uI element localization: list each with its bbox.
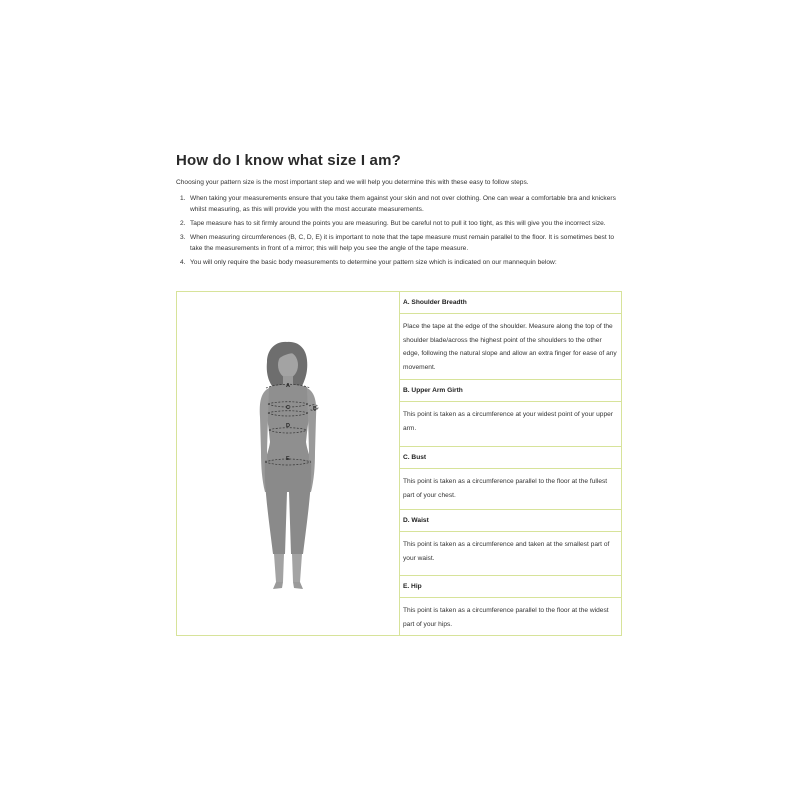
legs-shape [265,460,312,554]
measurement-shoulder-breadth [399,292,621,380]
marker-b: B [313,406,317,412]
step-item [176,193,626,215]
measurement-description: This point is taken as a circumference at your widest point of your upper arm. [403,411,614,432]
marker-c: C [286,405,290,411]
step-number: 4. [180,259,186,266]
measurement-upper-arm-girth [399,380,621,447]
measurement-title: B. Upper Arm Girth [399,380,621,402]
marker-d: D [286,423,290,429]
step-number: 2. [180,220,186,227]
step-text: Tape measure has to sit firmly around the points you are measuring. But be careful not to pull it too tight, as this will give you the incorrect size. [190,220,606,227]
measurement-description: This point is taken as a circumference and taken at the smallest part of your waist. [403,541,610,562]
steps-list [176,193,626,271]
measurement-waist [399,510,621,576]
measurement-title: D. Waist [399,510,621,532]
page-title: How do I know what size I am? [176,152,401,169]
mannequin-figure-cell [177,292,400,635]
feet-shape [273,582,303,589]
step-text: When measuring circumferences (B, C, D, E) it is important to note that the tape measure must remain parallel to the floor. It is sometimes best to take the measurements in front of a mirror; this will help you see the angle of the tape measure. [190,234,615,252]
measurement-title: E. Hip [399,576,621,598]
measurement-hip [399,576,621,635]
measurement-description: This point is taken as a circumference parallel to the floor at the widest part of your hips. [403,607,609,628]
step-number: 3. [180,234,186,241]
step-text: When taking your measurements ensure that you take them against your skin and not over clothing. One can wear a comfortable bra and knickers whilst measuring, as this will provide you with the most accurate measurements. [190,195,616,213]
measurement-description: Place the tape at the edge of the shoulder. Measure along the top of the shoulder blade/across the highest point of the shoulders to the other edge, following the natural slope and allow an extra finger for ease of any movement. [403,323,617,371]
step-item [176,232,626,254]
step-text: You will only require the basic body measurements to determine your pattern size which is indicated on our mannequin below: [190,259,557,266]
step-item [176,257,626,268]
measurement-title: A. Shoulder Breadth [399,292,621,314]
marker-e: E [286,456,290,462]
measurement-title: C. Bust [399,447,621,469]
intro-text: Choosing your pattern size is the most important step and we will help you determine this with these easy to follow steps. [176,179,529,186]
measurement-panel [176,291,622,636]
step-item [176,218,626,229]
step-number: 1. [180,195,186,202]
mannequin-illustration [177,292,399,635]
calves-shape [274,554,302,582]
measurement-description: This point is taken as a circumference parallel to the floor at the fullest part of your chest. [403,478,608,499]
measurement-bust [399,447,621,510]
marker-a: A [286,383,290,389]
